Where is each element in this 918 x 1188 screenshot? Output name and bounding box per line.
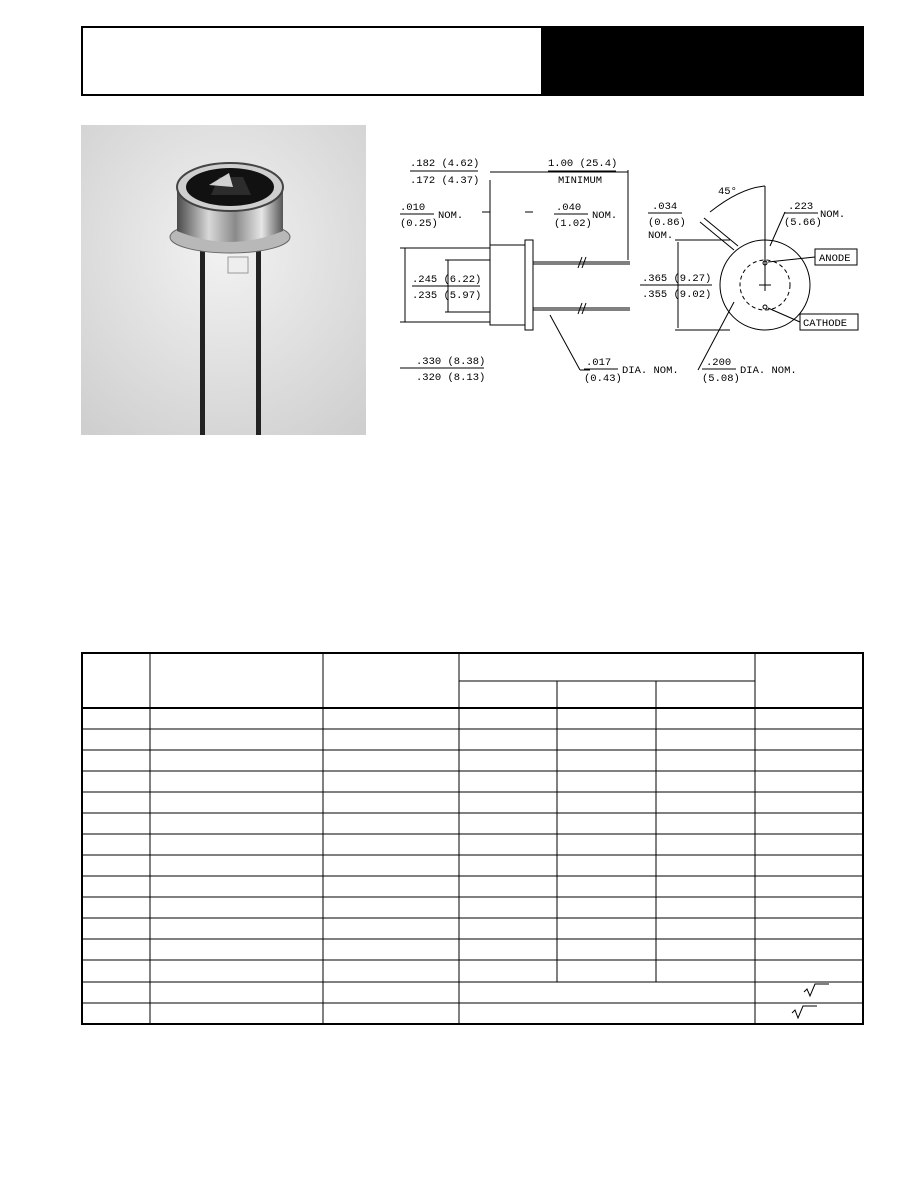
dim-wire-note: DIA. NOM. [622,365,679,377]
dim-angle: 45° [718,186,737,198]
dim-rim-min: .320 (8.13) [416,372,486,384]
dim-body-min: .355 (9.02) [642,289,712,301]
dim-tab-mm: (0.86) [648,217,686,229]
dim-offset-mm: (5.66) [784,217,822,229]
dim-wire-mm: (0.43) [584,373,622,385]
product-photo [81,125,366,435]
dim-pin-circle-in: .200 [706,357,732,369]
dim-length-min: .172 (4.37) [410,175,480,187]
dim-lead-minimum: MINIMUM [558,175,603,187]
dim-flange-mm: (0.25) [400,218,438,230]
dim-offset-in: .223 [788,201,814,213]
dim-pin-circle-note: DIA. NOM. [740,365,797,377]
package-outline-drawing [390,150,870,395]
dim-ledge-nom: NOM. [592,210,618,222]
anode-label: ANODE [819,253,851,265]
dim-ledge-in: .040 [556,202,582,214]
dim-offset-nom: NOM. [820,209,846,221]
dim-rim-max: .330 (8.38) [416,356,486,368]
dim-flange-nom: NOM. [438,210,464,222]
cathode-label: CATHODE [803,318,848,330]
dim-cap-min: .235 (5.97) [412,290,482,302]
dim-flange-in: .010 [400,202,426,214]
dim-length-max: .182 (4.62) [410,158,480,170]
dim-ledge-mm: (1.02) [554,218,592,230]
dim-tab-nom: NOM. [648,230,674,242]
dim-tab-in: .034 [652,201,678,213]
header-black-panel [541,26,864,96]
dim-pin-circle-mm: (5.08) [702,373,740,385]
dim-body-max: .365 (9.27) [642,273,712,285]
dim-cap-max: .245 (6.22) [412,274,482,286]
dim-wire-in: .017 [586,357,612,369]
dim-lead-length: 1.00 (25.4) [548,158,618,170]
specification-table [81,652,864,1025]
